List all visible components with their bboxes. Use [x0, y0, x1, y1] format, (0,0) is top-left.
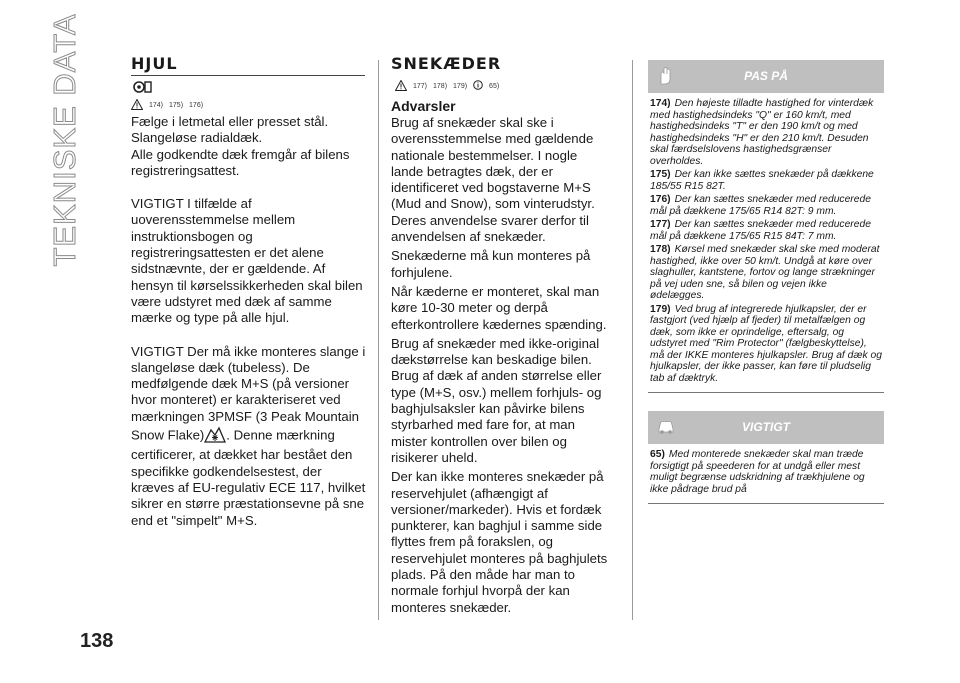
reference-number: 177)	[413, 82, 428, 90]
reference-number: 176)	[189, 101, 204, 109]
wheel-symbol-icon	[131, 80, 367, 92]
section-heading-hjul: HJUL	[131, 54, 178, 73]
paragraph: Brug af snekæder med ikke-original dækstørrelse kan beskadige bilen. Brug af dæk af anden størrelse eller type (M+S, osv.) mellem forhjuls- og baghjulsaksler kan påvirke bilens styrbarhed med fare for, at man mister kontrollen over bilen og risikerer uheld.	[391, 335, 602, 465]
paragraph: Der kan ikke monteres snekæder på reservehjulet (afhængigt af versioner/markeder). Hvis et fordæk punkterer, kan baghjul i samme side flyttes frem på forakslen, og reservehjulet monteres på baghjulets plads. På den måde har man to normale forhjul hvorpå der kan monteres snekæder.	[391, 469, 608, 615]
caution-box-title: PAS PÅ	[744, 69, 788, 83]
mountain-snowflake-icon	[204, 425, 226, 447]
note-item	[650, 98, 882, 167]
paragraph: Snekæderne må kun monteres på forhjulene.	[391, 248, 591, 280]
caution-box-header	[648, 60, 884, 93]
note-text: Der kan sættes snekæder med reducerede mål på dækkene 175/65 R14 82T: 9 mm.	[650, 194, 871, 217]
important-box	[648, 411, 884, 504]
paragraph: Alle godkendte dæk fremgår af bilens registreringsattest.	[131, 146, 350, 178]
reference-list	[395, 77, 613, 95]
note-item	[650, 169, 882, 192]
note-number: 179)	[650, 303, 671, 315]
note-item	[650, 449, 882, 495]
section-heading-snekaeder: SNEKÆDER	[391, 54, 502, 73]
column-snekaeder	[391, 55, 613, 624]
column-divider-2	[632, 60, 633, 620]
paragraph: Fælge i letmetal eller presset stål.	[131, 114, 329, 129]
note-item	[650, 244, 882, 302]
paragraph-3pmsf	[131, 344, 367, 529]
page-number: 138	[80, 630, 114, 652]
paragraph-text-continued: . Denne mærkning certificerer, at dækket har bestået den specifikke godkendelsestest, der kræves af EU-regulativ ECE 117, hvilket sikrer en større præstationsevne på sne end et "simpelt" M+S.	[131, 427, 366, 528]
warning-triangle-icon	[131, 99, 143, 112]
note-number: 175)	[650, 169, 671, 180]
reference-number: 175)	[169, 101, 184, 109]
important-box-body	[648, 444, 884, 504]
caution-box-body	[648, 93, 884, 393]
subheading-advarsler: Advarsler	[391, 98, 456, 114]
note-item	[650, 219, 882, 242]
column-hjul	[131, 55, 367, 537]
note-text: Med monterede snekæder skal man træde forsigtigt på speederen for at undgå eller mest muligt begrænse udskridning af trækhjulene og ikke pådrage brud på	[650, 449, 865, 495]
reference-number: 178)	[433, 82, 448, 90]
reference-number: 179)	[453, 82, 468, 90]
caution-box	[648, 60, 884, 393]
heading-rule	[131, 75, 365, 76]
reference-number: 174)	[149, 101, 164, 109]
column-notes	[648, 60, 884, 504]
reference-number: 65)	[489, 82, 500, 90]
side-title-text: TEKNISKE DATA	[47, 13, 82, 267]
reference-list	[131, 96, 367, 114]
note-number: 174)	[650, 98, 671, 109]
note-text: Den højeste tilladte hastighed for vinterdæk med hastighedsindeks "Q" er 160 km/t, med hastighedsindeks "T" er den 190 km/t og med hastighedsindeks "H" er den 210 km/t. Desuden skal færdselslovens hastighedsgrænser overholdes.	[650, 98, 874, 167]
note-number: 178)	[650, 244, 671, 255]
column-divider-1	[378, 60, 379, 620]
note-item	[650, 194, 882, 217]
note-text: Der kan ikke sættes snekæder på dækkene 185/55 R15 82T.	[650, 169, 874, 192]
note-text: Kørsel med snekæder skal ske med moderat hastighed, ikke over 50 km/t. Undgå at køre over slaghuller, kantstene, fortov og lange strækninger på vej uden sne, så bilen og vejen ikke ødelægges.	[650, 244, 880, 301]
note-number: 65)	[650, 449, 665, 460]
section-side-title	[40, 13, 90, 267]
info-icon	[473, 80, 483, 92]
note-number: 177)	[650, 219, 671, 230]
note-number: 176)	[650, 194, 671, 205]
important-box-title: VIGTIGT	[742, 420, 790, 434]
note-text: Der kan sættes snekæder med reducerede mål på dækkene 175/65 R15 84T: 7 mm.	[650, 219, 871, 242]
note-item	[650, 304, 882, 385]
note-text: Ved brug af integrerede hjulkapsler, der er fastgjort (ved hjælp af fjeder) til metalfælgen og dæk, som ikke er oprindelige, eftersalg, og udstyret med "Rim Protector" (fælgbeskyttelse), må der IKKE monteres hjulkapsler. Brug af dæk og hjulkapsler, der ikke passer, kan føre til pludselig tab af dæktryk.	[650, 303, 882, 384]
paragraph: VIGTIGT I tilfælde af uoverensstemmelse mellem instruktionsbogen og registreringsattesten er det alene sidstnævnte, der er gældende. Af hensyn til kørselssikkerheden skal bilen være udstyret med dæk af samme mærke og type på alle hjul.	[131, 196, 363, 326]
paragraph: Slangeløse radialdæk.	[131, 130, 263, 146]
paragraph: Brug af snekæder skal ske i overensstemmelse med gældende nationale bestemmelser. I nogle lande betragtes dæk, der er identificeret ved bogstaverne M+S (Mud and Snow), som vinterudstyr. Deres anvendelse svarer derfor til anvendelsen af snekæder.	[391, 115, 595, 245]
warning-triangle-icon	[395, 80, 407, 93]
important-box-header	[648, 411, 884, 444]
paragraph-text: VIGTIGT Der må ikke monteres slange i slangeløse dæk (tubeless). De medfølgende dæk M+S (på versioner hvor monteret) er karakteriseret ved mærkningen 3PMSF (3 Peak Mountain Snow Flake)	[131, 343, 366, 443]
paragraph: Når kæderne er monteret, skal man køre 10-30 meter og derpå efterkontrollere kædernes spænding.	[391, 283, 607, 332]
